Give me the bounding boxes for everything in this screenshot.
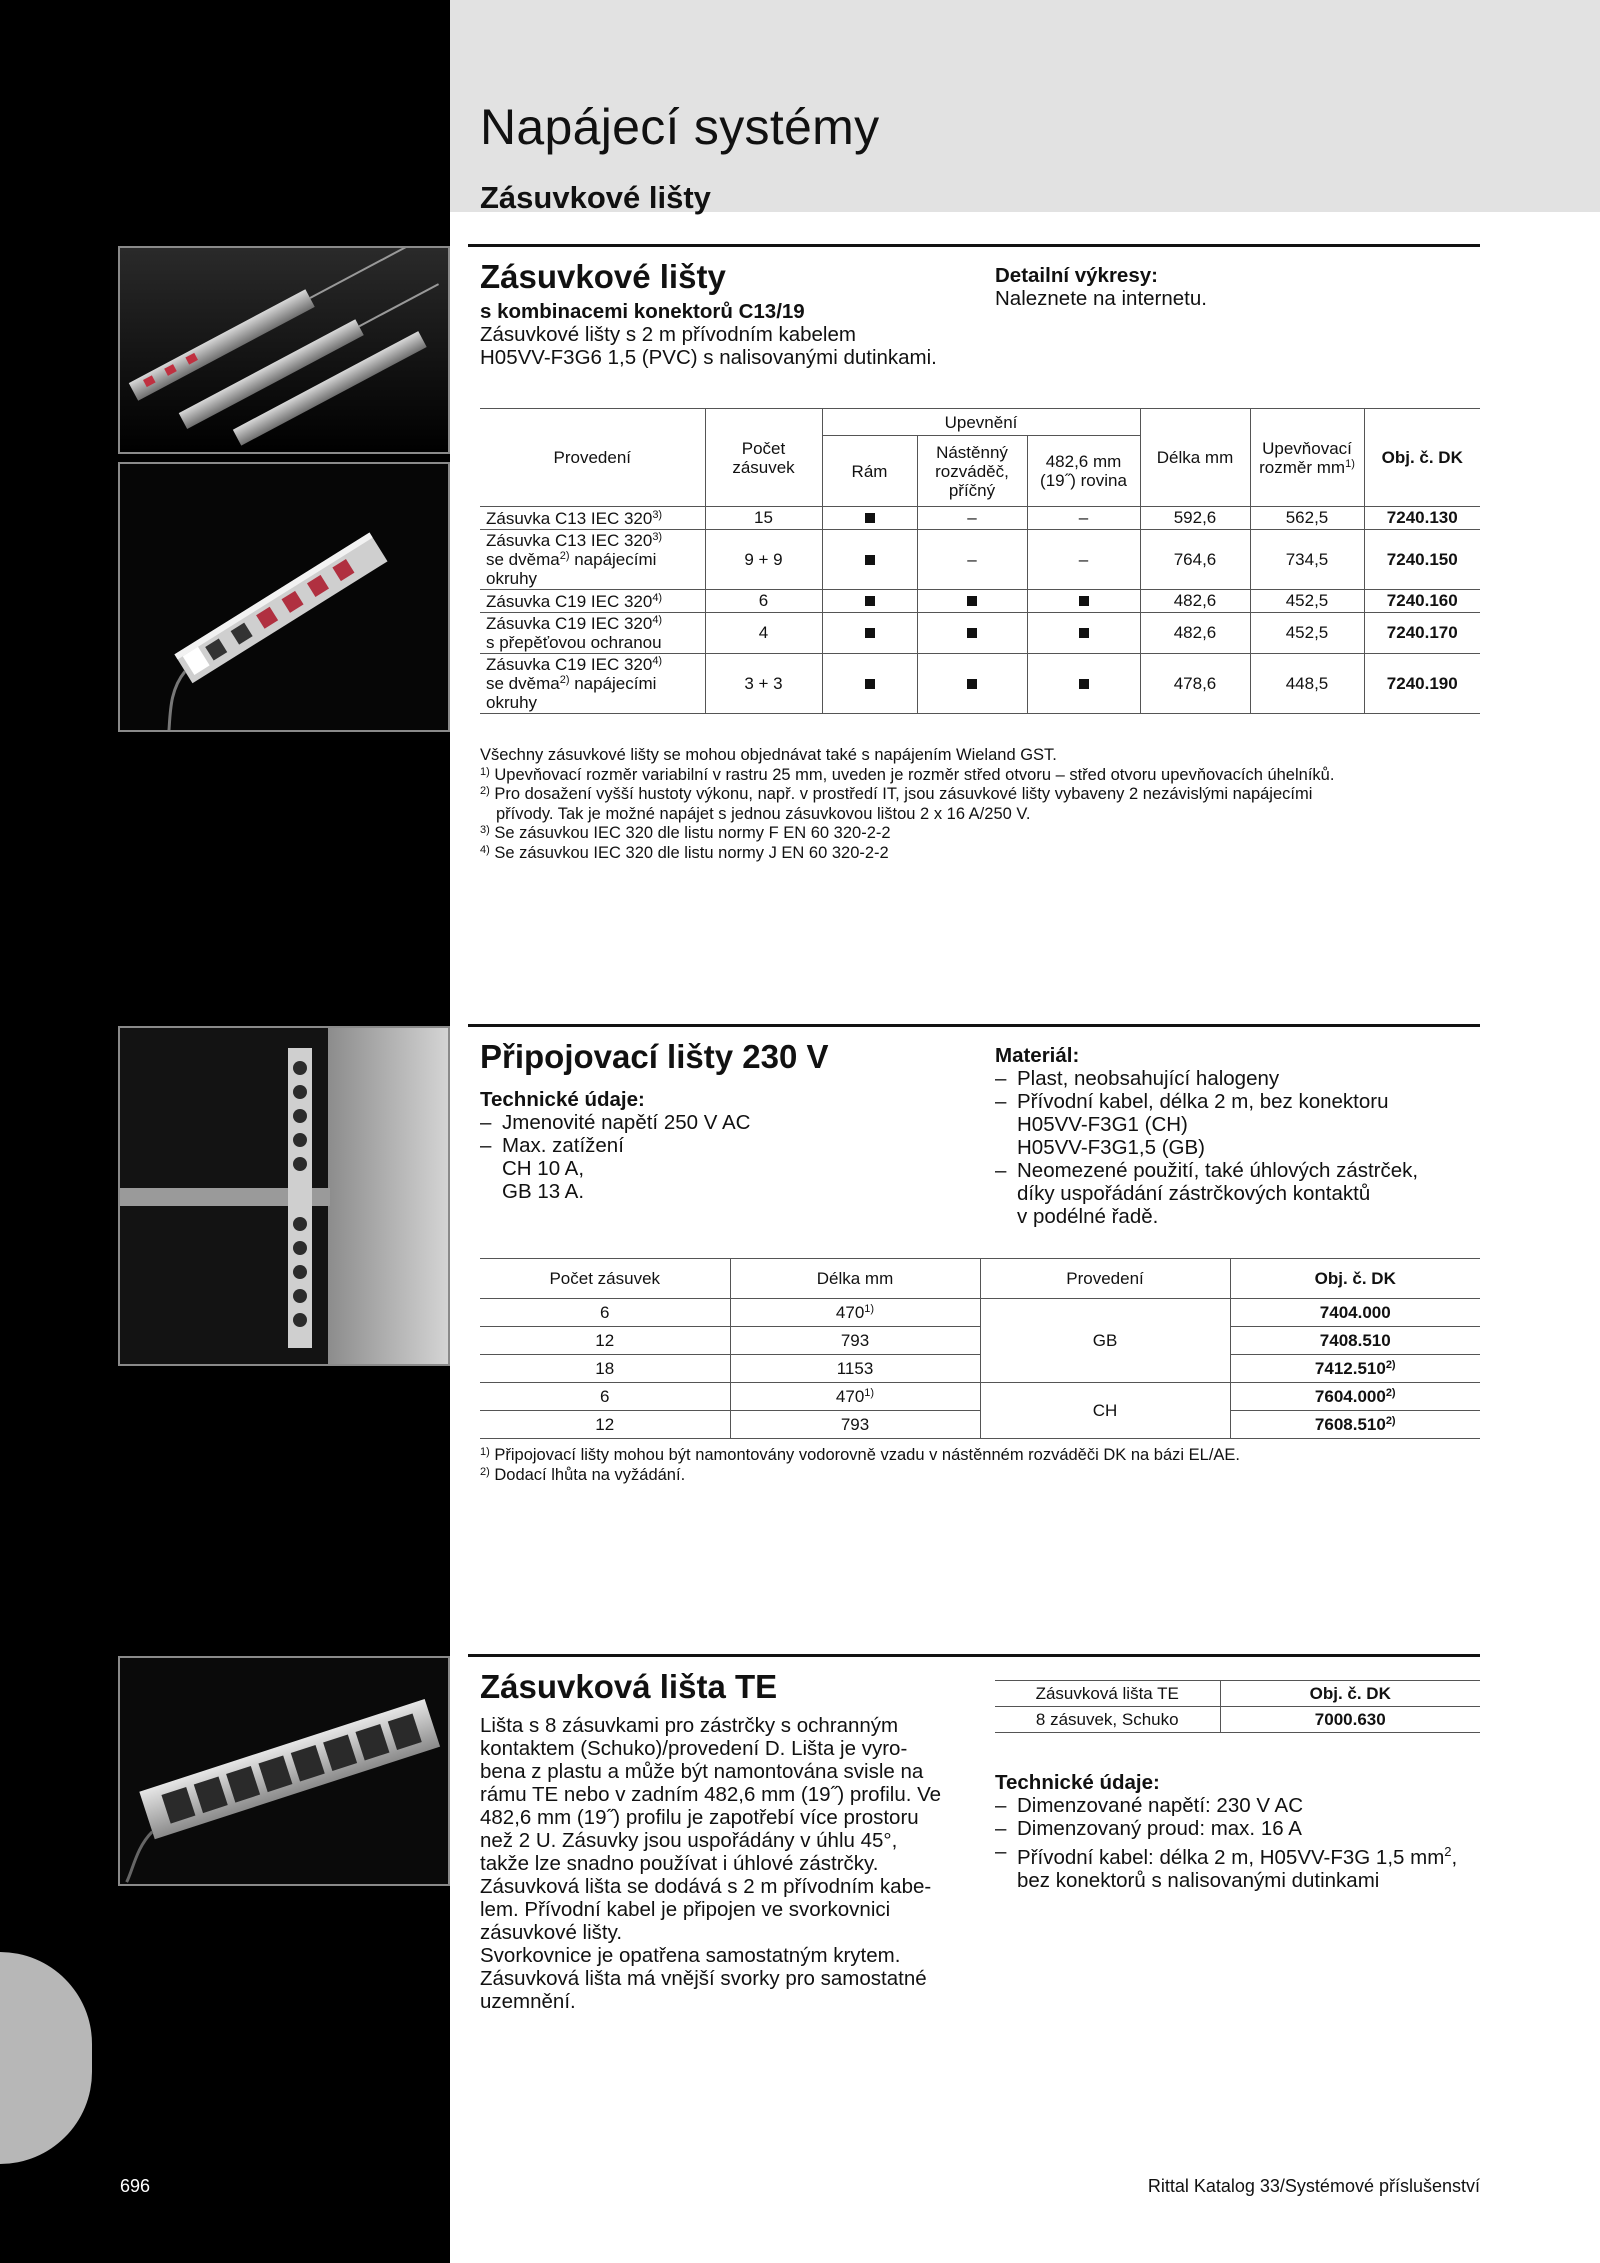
cell-delka: 793 — [730, 1327, 980, 1355]
filled-square-icon — [1079, 628, 1089, 638]
body-line: Lišta s 8 zásuvkami pro zástrčky s ochranným — [480, 1714, 899, 1737]
cell-obj: 7000.630 — [1220, 1707, 1480, 1733]
cell-nast — [917, 613, 1027, 654]
section-title: Zásuvková lišta TE — [480, 1668, 778, 1705]
table-row — [480, 507, 1480, 530]
section-title: Zásuvkové lišty — [480, 258, 726, 295]
body-line: než 2 U. Zásuvky jsou uspořádány v úhlu 45°, — [480, 1829, 898, 1852]
tech-item: – Jmenovité napětí 250 V AC — [480, 1111, 750, 1134]
cell-r482: – — [1027, 530, 1140, 590]
note-line: Všechny zásuvkové lišty se mohou objednávat také s napájením Wieland GST. — [480, 746, 1057, 764]
filled-square-icon — [967, 679, 977, 689]
col-header-name: Zásuvková lišta TE — [995, 1681, 1220, 1707]
cell-upev: 452,5 — [1250, 613, 1364, 654]
col-header-pocet: Počet zásuvek — [705, 409, 822, 507]
body-line: 482,6 mm (19˝) profilu je zapotřebí více prostoru — [480, 1806, 919, 1829]
col-header-obj: Obj. č. DK — [1230, 1259, 1480, 1299]
section-description: Zásuvkové lišty s 2 m přívodním kabelem — [480, 323, 856, 346]
cell-r482 — [1027, 590, 1140, 613]
col-header-pocet: Počet zásuvek — [480, 1259, 730, 1299]
cell-pocet: 12 — [480, 1327, 730, 1355]
material-item: – Přívodní kabel, délka 2 m, bez konektoru — [995, 1090, 1418, 1113]
filled-square-icon — [865, 513, 875, 523]
filled-square-icon — [967, 628, 977, 638]
tech-item: GB 13 A. — [502, 1180, 585, 1203]
socket-strip-table — [480, 408, 1480, 714]
body-line: kontaktem (Schuko)/provedení D. Lišta je vyro- — [480, 1737, 908, 1760]
tech-label: Technické údaje: — [480, 1088, 645, 1111]
cell-provedeni: GB — [980, 1299, 1230, 1383]
cell-count: 4 — [705, 613, 822, 654]
filled-square-icon — [967, 596, 977, 606]
col-header-upevneni: Upevnění — [822, 409, 1140, 436]
cell-obj: 7240.170 — [1364, 613, 1480, 654]
body-line: Svorkovnice je opatřena samostatným krytem. — [480, 1944, 901, 1967]
cell-count: 9 + 9 — [705, 530, 822, 590]
material-list — [995, 1067, 1418, 1228]
cell-delka: 764,6 — [1140, 530, 1250, 590]
filled-square-icon — [865, 596, 875, 606]
cell-ram — [822, 654, 917, 714]
col-header-obj: Obj. č. DK — [1220, 1681, 1480, 1707]
cell-delka: 482,6 — [1140, 590, 1250, 613]
col-header-obj: Obj. č. DK — [1364, 409, 1480, 507]
cell-ram — [822, 590, 917, 613]
product-photo-connector-strip — [118, 1026, 450, 1366]
cell-obj: 7240.130 — [1364, 507, 1480, 530]
material-item: v podélné řadě. — [1017, 1205, 1159, 1228]
drawings-label: Detailní výkresy: — [995, 264, 1158, 287]
cell-obj: 7240.150 — [1364, 530, 1480, 590]
cell-ram — [822, 530, 917, 590]
te-strip-table — [995, 1680, 1480, 1733]
section-body — [480, 1714, 980, 2013]
product-photo-socket-strips — [118, 246, 450, 454]
cell-provedeni: Zásuvka C13 IEC 320$^{3)}$ se dvěma$^{2)}$ napájecími okruhy — [480, 530, 705, 590]
body-line: lem. Přívodní kabel je připojen ve svorkovnici — [480, 1898, 891, 1921]
section-notes — [480, 746, 1490, 863]
section-rule — [468, 1654, 1480, 1657]
section-subtitle: s kombinacemi konektorů C13/19 — [480, 300, 805, 323]
col-header-provedeni: Provedení — [480, 409, 705, 507]
cell-count: 6 — [705, 590, 822, 613]
cell-obj: 7240.160 — [1364, 590, 1480, 613]
cell-obj: 7608.510$^{2)}$ — [1230, 1411, 1480, 1439]
note-line: $^{2)}$ Dodací lhůta na vyžádání. — [480, 1465, 686, 1484]
note-line: přívody. Tak je možné napájet s jednou zásuvkovou lištou 2 x 16 A/250 V. — [496, 804, 1031, 823]
tech-label: Technické údaje: — [995, 1771, 1160, 1794]
tech-item: bez konektorů s nalisovanými dutinkami — [1017, 1868, 1380, 1892]
cell-provedeni: Zásuvka C19 IEC 320$^{4)}$ se dvěma$^{2)}$ napájecími okruhy — [480, 654, 705, 714]
filled-square-icon — [865, 555, 875, 565]
page-subtitle: Zásuvkové lišty — [480, 180, 711, 215]
material-item: H05VV-F3G1 (CH) — [1017, 1113, 1188, 1136]
body-line: uzemnění. — [480, 1990, 576, 2013]
drawings-text: Naleznete na internetu. — [995, 287, 1207, 310]
filled-square-icon — [1079, 596, 1089, 606]
section-description: H05VV-F3G6 1,5 (PVC) s nalisovanými dutinkami. — [480, 346, 937, 369]
filled-square-icon — [1079, 679, 1089, 689]
note-line: $^{1)}$ Připojovací lišty mohou být namontovány vodorovně vzadu v nástěnném rozváděči DK na bázi EL/AE. — [480, 1446, 1241, 1464]
cell-ram — [822, 613, 917, 654]
material-item: – Neomezené použití, také úhlových zástrček, — [995, 1159, 1418, 1182]
body-line: zásuvkové lišty. — [480, 1921, 623, 1944]
cell-provedeni: Zásuvka C13 IEC 320$^{3)}$ — [480, 507, 705, 530]
cell-obj: 7604.000$^{2)}$ — [1230, 1383, 1480, 1411]
cell-upev: 562,5 — [1250, 507, 1364, 530]
cell-delka: 793 — [730, 1411, 980, 1439]
cell-obj: 7404.000 — [1230, 1299, 1480, 1327]
material-item: – Plast, neobsahující halogeny — [995, 1067, 1418, 1090]
section-title: Připojovací lišty 230 V — [480, 1038, 829, 1075]
product-photo-te-strip — [118, 1656, 450, 1886]
tech-item: – Dimenzovaný proud: max. 16 A — [995, 1817, 1495, 1840]
col-header-provedeni: Provedení — [980, 1259, 1230, 1299]
page-number: 696 — [120, 2176, 151, 2196]
cell-r482: – — [1027, 507, 1140, 530]
note-line: $^{3)}$ Se zásuvkou IEC 320 dle listu normy F EN 60 320-2-2 — [480, 824, 891, 842]
cell-nast — [917, 654, 1027, 714]
cell-ram — [822, 507, 917, 530]
table-row — [480, 613, 1480, 654]
filled-square-icon — [865, 628, 875, 638]
cell-pocet: 6 — [480, 1383, 730, 1411]
cell-obj: 7412.510$^{2)}$ — [1230, 1355, 1480, 1383]
note-line: $^{1)}$ Upevňovací rozměr variabilní v rastru 25 mm, uveden je rozměr střed otvoru – střed otvoru upevňovacích úhelníků. — [480, 765, 1335, 784]
product-photo-socket-strip-c19 — [118, 462, 450, 732]
cell-obj: 7240.190 — [1364, 654, 1480, 714]
cell-upev: 734,5 — [1250, 530, 1364, 590]
material-label: Materiál: — [995, 1044, 1080, 1067]
body-line: rámu TE nebo v zadním 482,6 mm (19˝) profilu. Ve — [480, 1783, 942, 1806]
table-row — [480, 1299, 1480, 1327]
cell-pocet: 12 — [480, 1411, 730, 1439]
body-line: takže lze snadno používat i úhlové zástrčky. — [480, 1852, 879, 1875]
col-header-482: 482,6 mm (19˝) rovina — [1027, 436, 1140, 507]
cell-r482 — [1027, 613, 1140, 654]
col-header-upev-rozmer: Upevňovací rozměr $mm^{1)}$ — [1250, 409, 1364, 507]
cell-delka: 592,6 — [1140, 507, 1250, 530]
material-item: díky uspořádání zástrčkových kontaktů — [1017, 1182, 1371, 1205]
material-item: H05VV-F3G1,5 (GB) — [1017, 1136, 1205, 1159]
cell-provedeni: CH — [980, 1383, 1230, 1439]
col-header-ram: Rám — [822, 436, 917, 507]
section-rule — [468, 1024, 1480, 1027]
table-row — [480, 530, 1480, 590]
cell-delka: 482,6 — [1140, 613, 1250, 654]
col-header-delka: Délka mm — [1140, 409, 1250, 507]
cell-label: 8 zásuvek, Schuko — [995, 1707, 1220, 1733]
cell-upev: 452,5 — [1250, 590, 1364, 613]
table-row — [995, 1707, 1480, 1733]
cell-provedeni: Zásuvka C19 IEC 320$^{4)}$ — [480, 590, 705, 613]
table-row — [480, 1383, 1480, 1411]
body-line: bena z plastu a může být namontována svisle na — [480, 1760, 924, 1783]
cell-pocet: 18 — [480, 1355, 730, 1383]
cell-nast: – — [917, 507, 1027, 530]
tech-item: – Max. zatížení — [480, 1134, 750, 1157]
cell-obj: 7408.510 — [1230, 1327, 1480, 1355]
cell-delka: 1153 — [730, 1355, 980, 1383]
tech-list — [995, 1794, 1495, 1892]
section-notes — [480, 1446, 1490, 1485]
tech-item: – Dimenzované napětí: 230 V AC — [995, 1794, 1495, 1817]
filled-square-icon — [865, 679, 875, 689]
page-title: Napájecí systémy — [480, 99, 880, 155]
cell-count: 3 + 3 — [705, 654, 822, 714]
section-rule — [468, 244, 1480, 247]
body-line: Zásuvková lišta má vnější svorky pro samostatné — [480, 1967, 927, 1990]
table-row — [480, 654, 1480, 714]
col-header-delka: Délka mm — [730, 1259, 980, 1299]
connector-strip-table — [480, 1258, 1480, 1439]
cell-provedeni: Zásuvka C19 IEC 320$^{4)}$ s přepěťovou ochranou — [480, 613, 705, 654]
cell-delka: 470$^{1)}$ — [730, 1383, 980, 1411]
body-line: Zásuvková lišta se dodává s 2 m přívodním kabe- — [480, 1875, 932, 1898]
cell-upev: 448,5 — [1250, 654, 1364, 714]
note-line: $^{4)}$ Se zásuvkou IEC 320 dle listu normy J EN 60 320-2-2 — [480, 843, 889, 862]
cell-pocet: 6 — [480, 1299, 730, 1327]
col-header-nastenny: Nástěnný rozváděč, příčný — [917, 436, 1027, 507]
cell-delka: 470$^{1)}$ — [730, 1299, 980, 1327]
cell-r482 — [1027, 654, 1140, 714]
cell-nast — [917, 590, 1027, 613]
table-row — [480, 590, 1480, 613]
tech-item: CH 10 A, — [502, 1157, 585, 1180]
cell-count: 15 — [705, 507, 822, 530]
catalog-footer: Rittal Katalog 33/Systémové příslušenství — [1147, 2176, 1480, 2196]
tech-item: – Přívodní kabel: délka 2 m, H05VV-F3G 1,5 $mm^2$, — [995, 1840, 1495, 1869]
cell-nast: – — [917, 530, 1027, 590]
note-line: $^{2)}$ Pro dosažení vyšší hustoty výkonu, např. v prostředí IT, jsou zásuvkové lišty vybaveny 2 nezávislými napájecími — [480, 785, 1313, 803]
tech-list — [480, 1111, 750, 1203]
cell-delka: 478,6 — [1140, 654, 1250, 714]
